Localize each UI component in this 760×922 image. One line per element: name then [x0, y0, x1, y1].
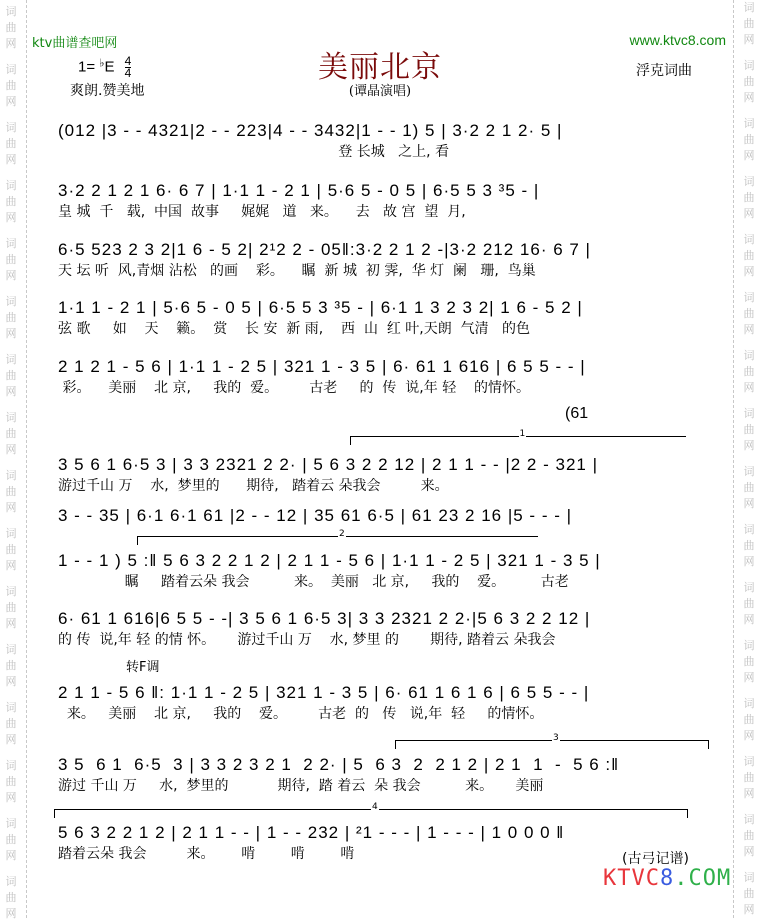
watermark-char: 曲 [5, 427, 17, 440]
notation-line: 3 5 6 1 6·5 3 | 3 3 2321 2 2· | 5 6 3 2 2 12 | 2 1 1 - - |2 2 - 321 | [58, 455, 598, 474]
pickup-notes: (61 [565, 405, 589, 422]
watermark-char: 曲 [5, 311, 17, 324]
watermark-char: 词 [743, 523, 755, 536]
watermark-char: 曲 [5, 717, 17, 730]
score-row [58, 822, 708, 864]
logo-part: 8 [659, 866, 675, 891]
watermark-char: 词 [5, 295, 17, 308]
watermark-char: 网 [5, 95, 17, 108]
watermark-char: 网 [743, 323, 755, 336]
time-signature [125, 56, 132, 79]
watermark-char: 词 [5, 237, 17, 250]
watermark-char: 网 [5, 327, 17, 340]
notation-line: 3·2 2 1 2 1 6· 6 7 | 1·1 1 - 2 1 | 5·6 5 - 0 5 | 6·5 5 3 ³5 - | [58, 181, 540, 200]
watermark-char: 网 [5, 733, 17, 746]
lyrics-line: 天 坛 听 风,青烟 沾松 的画 彩。 瞩 新 城 初 霁, 华 灯 阑 珊, 鸟巢 [58, 263, 536, 279]
volta-number: 3 [553, 733, 559, 743]
score-row [58, 454, 708, 496]
watermark-char: 网 [743, 671, 755, 684]
watermark-char: 曲 [743, 249, 755, 262]
volta-bracket-3 [395, 733, 709, 749]
watermark-char: 词 [743, 1, 755, 14]
watermark-char: 曲 [743, 423, 755, 436]
watermark-char: 网 [5, 443, 17, 456]
notation-line: 1 - - 1 ) 5 :‖ 5 6 3 2 2 1 2 | 2 1 1 - 5 6 | 1·1 1 - 2 5 | 321 1 - 3 5 | [58, 551, 601, 570]
watermark-char: 曲 [743, 539, 755, 552]
watermark-char: 网 [5, 617, 17, 630]
singer-label: (谭晶演唱) [348, 84, 412, 99]
watermark-char: 词 [5, 759, 17, 772]
watermark-char: 曲 [5, 775, 17, 788]
score-row [58, 754, 708, 796]
watermark-char: 网 [743, 381, 755, 394]
score-row [58, 120, 708, 162]
watermark-char: 网 [5, 501, 17, 514]
watermark-char: 词 [5, 875, 17, 888]
watermark-char: 词 [5, 701, 17, 714]
watermark-char: 词 [5, 179, 17, 192]
score-row [58, 550, 708, 592]
site-url[interactable]: www.ktvc8.com [629, 32, 726, 48]
volta-number: 1 [519, 429, 526, 439]
score-row [58, 608, 708, 650]
watermark-char: 曲 [5, 79, 17, 92]
logo-part: .COM [674, 866, 732, 891]
watermark-char: 词 [5, 585, 17, 598]
notation-line: 5 6 3 2 2 1 2 | 2 1 1 - - | 1 - - 232 | ²1 - - - | 1 - - - | 1 0 0 0 ‖ [58, 823, 565, 842]
watermark-char: 曲 [5, 833, 17, 846]
notation-line: 6· 61 1 616|6 5 5 - -| 3 5 6 1 6·5 3| 3 3 2321 2 2·|5 6 3 2 2 12 | [58, 609, 591, 628]
watermark-char: 词 [743, 407, 755, 420]
watermark-char: 网 [5, 153, 17, 166]
watermark-char: 词 [743, 871, 755, 884]
lyrics-line: 彩。 美丽 北 京, 我的 爱。 古老 的 传 说,年 轻 的情怀。 [58, 380, 531, 396]
watermark-char: 词 [743, 755, 755, 768]
watermark-char: 网 [5, 385, 17, 398]
time-numerator: 4 [124, 54, 132, 68]
score-row [58, 180, 708, 222]
notation-line: 6·5 523 2 3 2|1 6 - 5 2| 2¹2 2 - 05‖:3·2 2 1 2 -|3·2 212 16· 6 7 | [58, 240, 591, 259]
watermark-char: 曲 [743, 655, 755, 668]
score-row [58, 356, 708, 398]
watermark-char: 词 [5, 527, 17, 540]
watermark-char: 网 [743, 439, 755, 452]
watermark-char: 网 [743, 613, 755, 626]
watermark-char: 网 [5, 37, 17, 50]
watermark-char: 网 [743, 91, 755, 104]
watermark-char: 曲 [743, 365, 755, 378]
watermark-char: 网 [743, 149, 755, 162]
transcriber-credit: (古弓记谱) [622, 851, 689, 867]
watermark-char: 网 [5, 907, 17, 920]
watermark-char: 词 [743, 59, 755, 72]
key-signature [78, 56, 131, 79]
volta-bracket-1 [350, 429, 686, 445]
watermark-char: 词 [5, 643, 17, 656]
notation-line: 2 1 2 1 - 5 6 | 1·1 1 - 2 5 | 321 1 - 3 5 | 6· 61 1 616 | 6 5 5 - - | [58, 357, 586, 376]
watermark-char: 网 [5, 675, 17, 688]
lyrics-line: 弦 歌 如 天 籁。 赏 长 安 新 雨, 西 山 红 叶,天朗 气清 的色 [58, 321, 531, 337]
watermark-char: 网 [743, 265, 755, 278]
right-watermark-column [733, 0, 760, 918]
lyrics-line: 皇 城 千 载, 中国 故事 娓娓 道 来。 去 故 宫 望 月, [58, 204, 466, 220]
watermark-char: 网 [5, 269, 17, 282]
watermark-char: 网 [743, 207, 755, 220]
watermark-char: 词 [743, 349, 755, 362]
volta-number: 2 [339, 529, 345, 539]
notation-line: 1·1 1 - 2 1 | 5·6 5 - 0 5 | 6·5 5 3 ³5 - | 6·1 1 3 2 3 2| 1 6 - 5 2 | [58, 298, 583, 317]
watermark-char: 词 [743, 465, 755, 478]
watermark-char: 网 [5, 211, 17, 224]
watermark-char: 曲 [743, 887, 755, 900]
watermark-char: 曲 [5, 543, 17, 556]
lyrics-line: 踏着云朵 我会 来。 啃 啃 啃 [58, 846, 355, 862]
watermark-char: 词 [743, 175, 755, 188]
watermark-char: 网 [743, 33, 755, 46]
watermark-char: 词 [5, 411, 17, 424]
watermark-char: 网 [743, 845, 755, 858]
watermark-char: 曲 [743, 481, 755, 494]
key-change-label: 转F调 [126, 660, 160, 675]
watermark-char: 网 [743, 497, 755, 510]
watermark-char: 网 [743, 903, 755, 916]
watermark-char: 网 [5, 791, 17, 804]
watermark-char: 词 [743, 291, 755, 304]
watermark-char: 曲 [743, 17, 755, 30]
lyrics-line: 瞩 踏着云朵 我会 来。 美丽 北 京, 我的 爱。 古老 [58, 574, 569, 590]
watermark-char: 曲 [5, 195, 17, 208]
composer-credit: 浮克词曲 [636, 63, 692, 79]
watermark-char: 曲 [5, 137, 17, 150]
key-prefix: 1= [78, 58, 96, 76]
flat-symbol-icon: ♭ [99, 57, 105, 70]
lyrics-line: 游过 千山 万 水, 梦里的 期待, 踏 着云 朵 我会 来。 美丽 [58, 778, 544, 794]
watermark-char: 词 [5, 817, 17, 830]
watermark-char: 网 [5, 559, 17, 572]
watermark-char: 曲 [743, 133, 755, 146]
watermark-char: 词 [743, 639, 755, 652]
watermark-char: 词 [5, 353, 17, 366]
lyrics-line: 的 传 说,年 轻 的情 怀。 游过千山 万 水, 梦里 的 期待, 踏着云 朵我会 [58, 632, 556, 648]
watermark-char: 曲 [743, 75, 755, 88]
watermark-char: 曲 [5, 21, 17, 34]
notation-line: 3 - - 35 | 6·1 6·1 61 |2 - - 12 | 35 61 6·5 | 61 23 2 16 |5 - - - | [58, 506, 573, 525]
lyrics-line: 来。 美丽 北 京, 我的 爱。 古老 的 传 说,年 轻 的情怀。 [58, 706, 544, 722]
tempo-mood: 爽朗.赞美地 [70, 83, 145, 99]
watermark-char: 曲 [743, 597, 755, 610]
watermark-char: 词 [743, 581, 755, 594]
time-denominator: 4 [124, 66, 132, 80]
watermark-char: 曲 [743, 307, 755, 320]
watermark-char: 网 [5, 849, 17, 862]
watermark-char: 曲 [743, 191, 755, 204]
logo-part: KTVC [603, 866, 660, 891]
watermark-char: 词 [5, 5, 17, 18]
watermark-char: 曲 [5, 369, 17, 382]
score-row [58, 682, 708, 724]
volta-number: 4 [372, 802, 378, 812]
watermark-char: 曲 [5, 659, 17, 672]
lyrics-line: 游过千山 万 水, 梦里的 期待, 踏着云 朵我会 来。 [58, 478, 449, 494]
watermark-char: 曲 [5, 891, 17, 904]
watermark-char: 词 [743, 233, 755, 246]
watermark-char: 曲 [743, 829, 755, 842]
watermark-char: 曲 [743, 713, 755, 726]
watermark-char: 曲 [743, 771, 755, 784]
score-row [58, 297, 708, 339]
notation-line: 3 5 6 1 6·5 3 | 3 3 2 3 2 1 2 2· | 5 6 3 2 2 1 2 | 2 1 1 - 5 6 :‖ [58, 755, 620, 774]
key-note: E [104, 58, 115, 76]
watermark-char: 词 [743, 117, 755, 130]
watermark-char: 网 [743, 729, 755, 742]
site-name: ktv曲谱查吧网 [32, 36, 118, 51]
notation-line: 2 1 1 - 5 6 ‖: 1·1 1 - 2 5 | 321 1 - 3 5 | 6· 61 1 6 1 6 | 6 5 5 - - | [58, 683, 590, 702]
score-row [58, 505, 708, 527]
notation-line: (012 |3 - - 4321|2 - - 223|4 - - 3432|1 - - 1) 5 | 3·2 2 1 2· 5 | [58, 121, 563, 140]
lyrics-line: 登 长城 之上, 看 [58, 144, 450, 160]
watermark-char: 词 [743, 813, 755, 826]
watermark-char: 曲 [5, 601, 17, 614]
watermark-char: 网 [743, 787, 755, 800]
score-row [58, 239, 708, 281]
left-watermark-column [0, 0, 27, 918]
watermark-char: 词 [5, 469, 17, 482]
volta-bracket-4 [54, 802, 688, 818]
song-title: 美丽北京 [318, 50, 442, 85]
watermark-char: 曲 [5, 485, 17, 498]
watermark-char: 曲 [5, 253, 17, 266]
watermark-char: 词 [743, 697, 755, 710]
watermark-char: 词 [5, 121, 17, 134]
volta-bracket-2 [137, 529, 538, 545]
ktvc8-logo[interactable] [603, 866, 731, 891]
watermark-char: 词 [5, 63, 17, 76]
watermark-char: 网 [743, 555, 755, 568]
